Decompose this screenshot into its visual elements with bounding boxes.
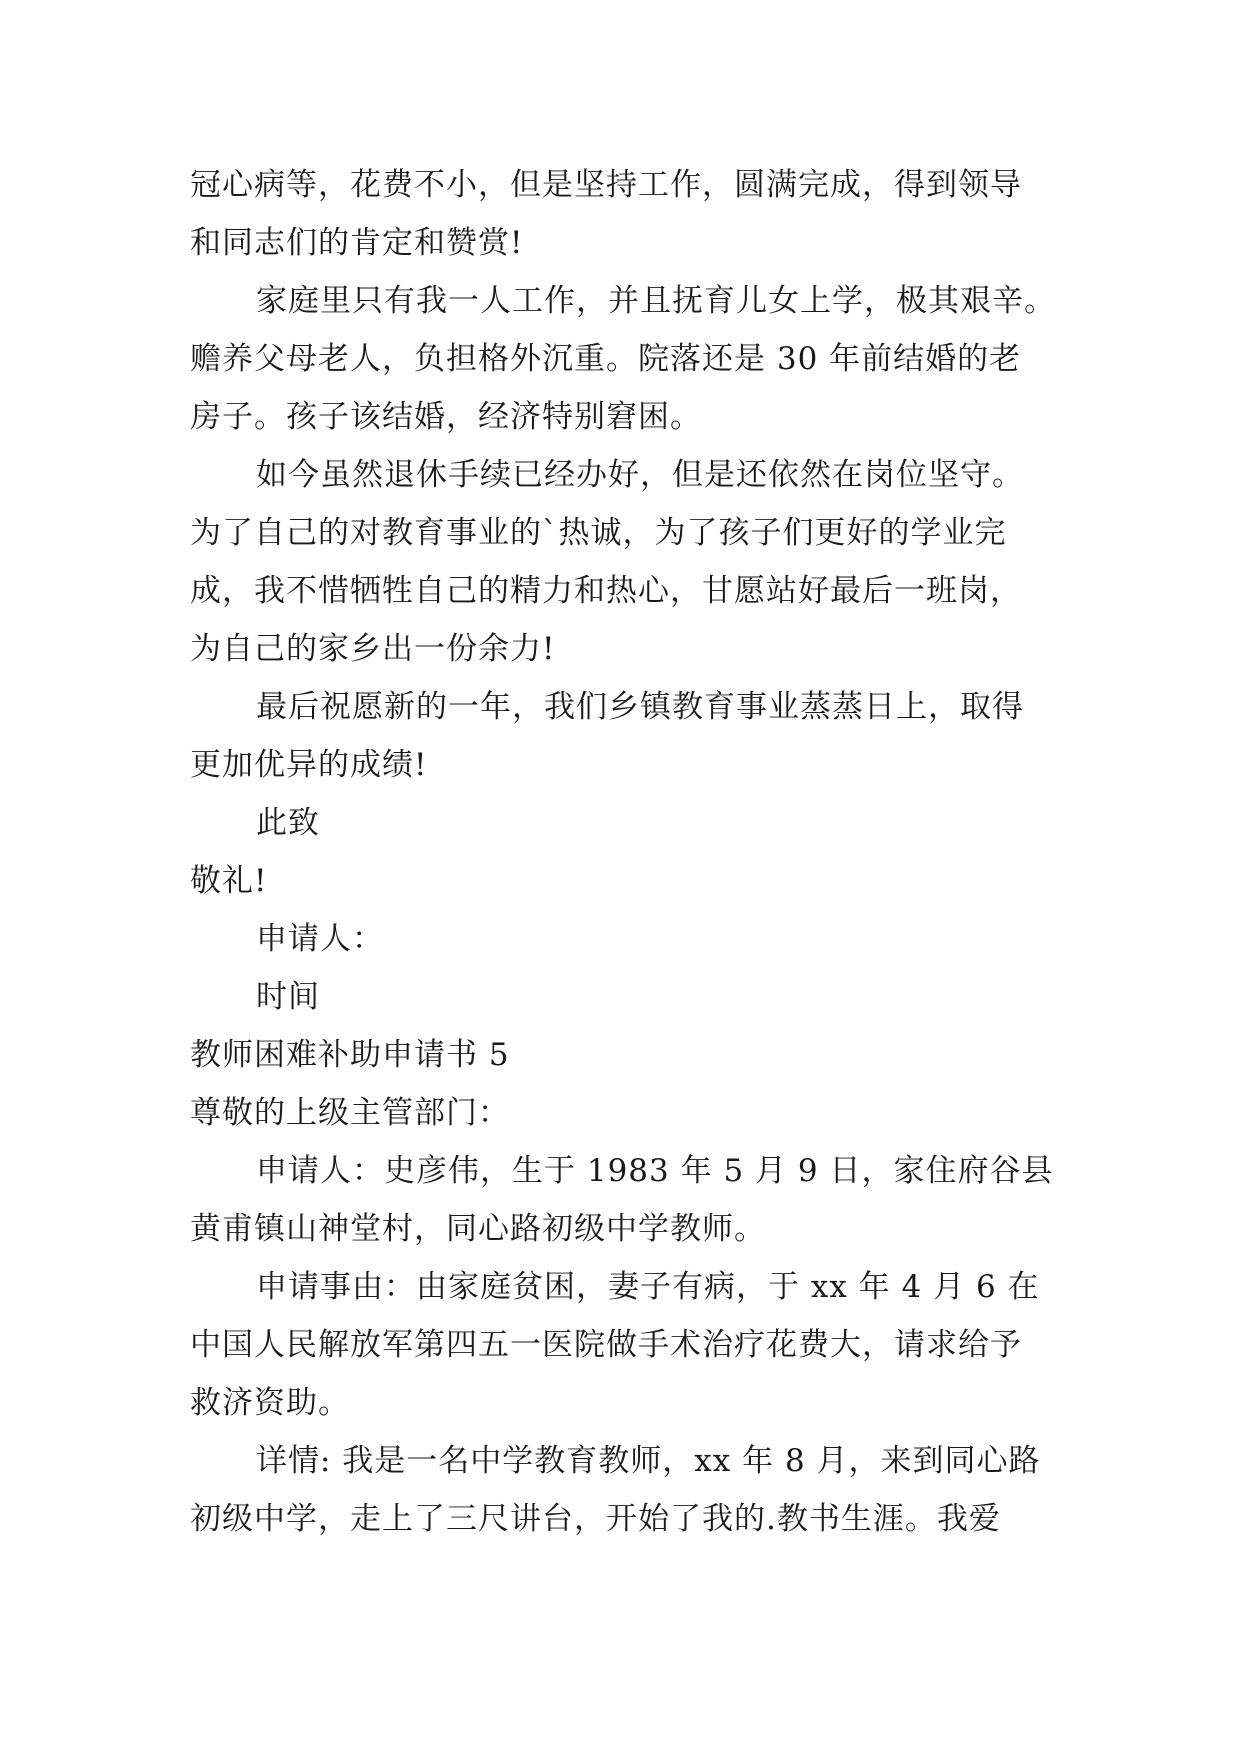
closing-salutation: 此致 <box>256 805 320 841</box>
text-line: 和同志们的肯定和赞赏! <box>190 225 524 261</box>
text-line: 中国人民解放军第四五一医院做手术治疗花费大，请求给予 <box>190 1327 1022 1363</box>
text-line: 冠心病等，花费不小，但是坚持工作，圆满完成，得到领导 <box>190 167 1022 203</box>
paragraph-start: 如今虽然退休手续已经办好，但是还依然在岗位坚守。 <box>256 457 1024 493</box>
text-line: 更加优异的成绩! <box>190 747 428 783</box>
recipient-salutation: 尊敬的上级主管部门： <box>190 1095 510 1131</box>
closing-regards: 敬礼! <box>190 863 268 899</box>
paragraph-start: 申请人：史彦伟，生于 1983 年 5 月 9 日，家住府谷县 <box>256 1153 1054 1189</box>
paragraph-start: 家庭里只有我一人工作，并且抚育儿女上学，极其艰辛。 <box>256 283 1056 319</box>
text-line: 为自己的家乡出一份余力! <box>190 631 556 667</box>
paragraph-start: 最后祝愿新的一年，我们乡镇教育事业蒸蒸日上，取得 <box>256 689 1024 725</box>
text-line: 救济资助。 <box>190 1385 350 1421</box>
text-line: 黄甫镇山神堂村，同心路初级中学教师。 <box>190 1211 766 1247</box>
text-line: 赡养父母老人，负担格外沉重。院落还是 30 年前结婚的老 <box>190 341 1022 377</box>
time-label: 时间 <box>256 979 320 1015</box>
text-line: 初级中学，走上了三尺讲台，开始了我的.教书生涯。我爱 <box>190 1501 1001 1537</box>
document-body <box>190 156 1060 1548</box>
applicant-label: 申请人： <box>256 921 384 957</box>
text-line: 房子。孩子该结婚，经济特别窘困。 <box>190 399 702 435</box>
text-line: 为了自己的对教育事业的`热诚，为了孩子们更好的学业完 <box>190 515 1007 551</box>
section-title: 教师困难补助申请书 5 <box>190 1037 510 1073</box>
paragraph-start: 详情: 我是一名中学教育教师，xx 年 8 月，来到同心路 <box>256 1443 1041 1479</box>
text-line: 成，我不惜牺牲自己的精力和热心，甘愿站好最后一班岗， <box>190 573 1022 609</box>
paragraph-start: 申请事由：由家庭贫困，妻子有病，于 xx 年 4 月 6 在 <box>256 1269 1040 1305</box>
